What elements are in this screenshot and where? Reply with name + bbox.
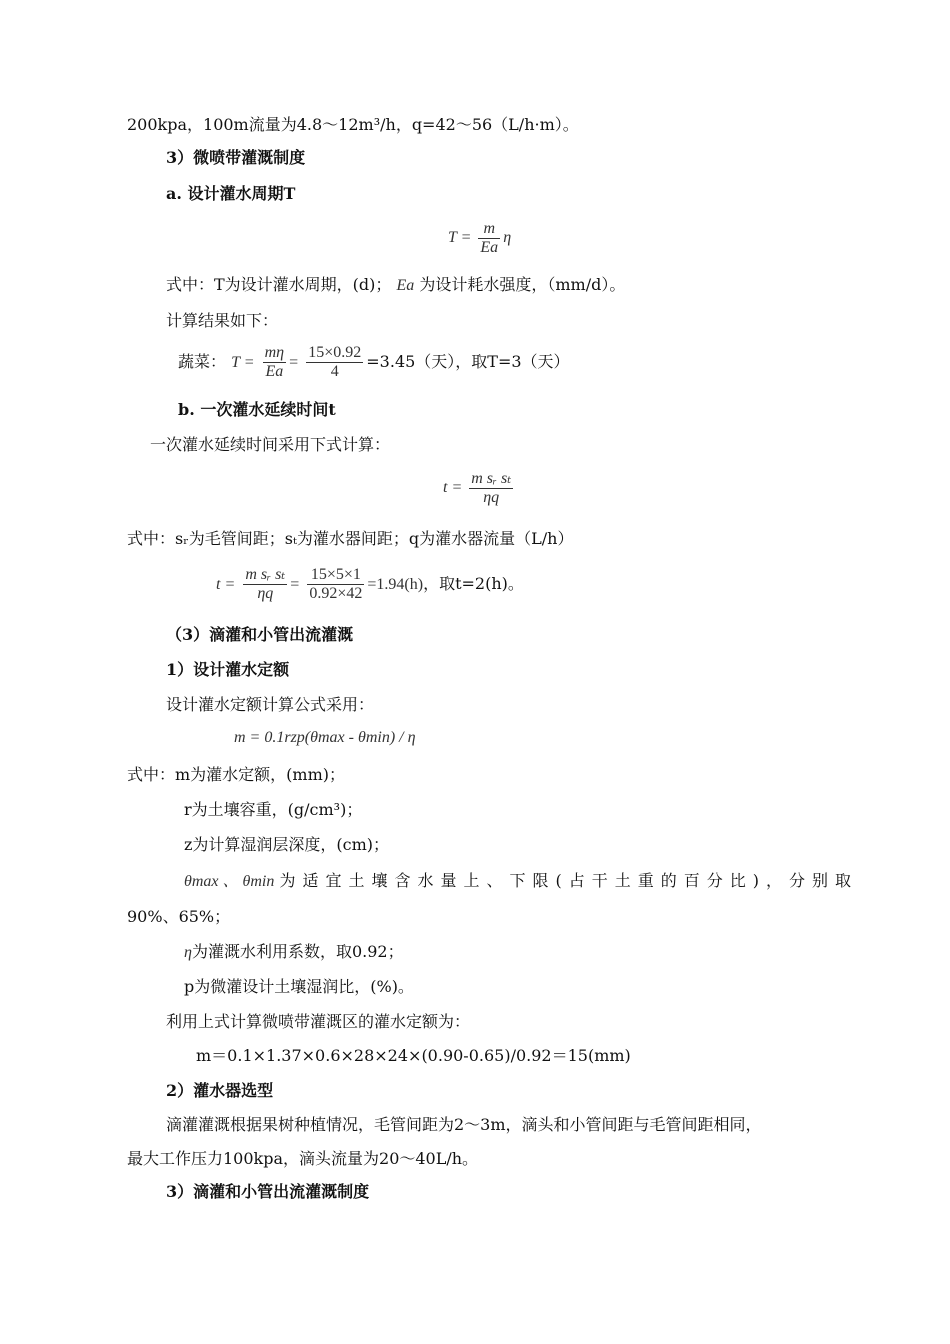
formula-eta: η (503, 229, 512, 247)
text-span: 式中：T为设计灌水周期，(d)； (166, 275, 392, 294)
formula-irrigation-quota: m = 0.1rzp(θmax - θmin) / η (234, 729, 416, 746)
fraction (478, 220, 500, 257)
formula-vegetables (178, 344, 570, 381)
formula-lhs: t = (216, 576, 236, 593)
fraction (307, 566, 364, 603)
text-span: 为灌溉水利用系数，取0.92； (191, 942, 404, 961)
text-line (184, 941, 404, 964)
fraction (306, 344, 363, 381)
fraction-denominator: Ea (265, 363, 284, 380)
equals-sign: = (289, 354, 299, 371)
subsection-heading: b. 一次灌水延续时间t (178, 400, 336, 419)
fraction-numerator: m (478, 220, 500, 239)
calculation-line: m＝0.1×1.37×0.6×28×24×(0.90-0.65)/0.92＝15(mm) (196, 1046, 631, 1065)
fraction-denominator: Ea (480, 239, 499, 256)
text-line: 最大工作压力100kpa，滴头流量为20～40L/h。 (127, 1149, 479, 1168)
text-span: 为适宜土壤含水量上、下限(占干土重的百分比)，分别取 (279, 871, 858, 890)
fraction-numerator: mη (264, 344, 285, 361)
formula-duration-calc (216, 566, 524, 603)
fraction-denominator: 0.92×42 (309, 585, 363, 602)
section-heading: （3）滴灌和小管出流灌溉 (166, 625, 354, 644)
formula-result: =1.94(h) (367, 576, 424, 593)
text-line: p为微灌设计土壤湿润比，(%)。 (184, 977, 414, 996)
subsection-heading: 3）滴灌和小管出流灌溉制度 (166, 1182, 370, 1201)
fraction-numerator: 15×0.92 (308, 344, 362, 361)
text-line: z为计算湿润层深度，(cm)； (184, 835, 390, 854)
text-line (184, 870, 858, 893)
fraction (243, 566, 287, 603)
fraction-numerator: m sᵣ sₜ (471, 470, 512, 487)
formula-lhs: T = (448, 229, 472, 247)
fraction-numerator: m sᵣ sₜ (245, 566, 286, 583)
text-line: 式中：m为灌水定额，(mm)； (127, 765, 346, 784)
fraction (469, 470, 513, 507)
text-line: 90%、65%； (127, 907, 231, 926)
text-line: 一次灌水延续时间采用下式计算： (150, 435, 391, 454)
math-symbol: η (184, 944, 192, 961)
text-line (166, 274, 625, 297)
subsection-heading: a. 设计灌水周期T (166, 184, 296, 203)
fraction (263, 344, 287, 381)
text-line: 200kpa，100m流量为4.8～12m³/h，q=42～56（L/h·m）。 (127, 115, 579, 134)
text-span: =3.45（天），取T=3（天） (366, 352, 570, 371)
equals-sign: = (290, 576, 300, 593)
text-line: 式中：sᵣ为毛管间距；sₜ为灌水器间距；q为灌水器流量（L/h） (127, 529, 574, 548)
text-line: 利用上式计算微喷带灌溉区的灌水定额为： (166, 1012, 471, 1031)
fraction-denominator: ηq (257, 585, 274, 602)
text-line: 滴灌灌溉根据果树种植情况，毛管间距为2～3m，滴头和小管间距与毛管间距相同， (166, 1115, 762, 1134)
fraction-denominator: ηq (483, 489, 500, 506)
formula-irrigation-period (448, 220, 511, 257)
text-line: 设计灌水定额计算公式采用： (166, 695, 375, 714)
text-span: 蔬菜： (178, 352, 227, 371)
formula-duration (443, 470, 516, 507)
subsection-heading: 2）灌水器选型 (166, 1081, 274, 1100)
text-span: ，取t=2(h)。 (423, 574, 524, 593)
math-symbol: Ea (396, 277, 415, 294)
section-heading: 3）微喷带灌溉制度 (166, 148, 306, 167)
formula-lhs: t = (443, 479, 463, 497)
text-line: r为土壤容重，(g/cm³)； (184, 800, 363, 819)
text-line: 计算结果如下： (166, 311, 279, 330)
math-symbol: θmax 、 θmin (184, 873, 275, 890)
formula-lhs: T = (231, 354, 255, 371)
fraction-numerator: 15×5×1 (307, 566, 364, 585)
fraction-denominator: 4 (330, 363, 339, 380)
subsection-heading: 1）设计灌水定额 (166, 660, 290, 679)
text-span: 为设计耗水强度，（mm/d）。 (419, 275, 626, 294)
